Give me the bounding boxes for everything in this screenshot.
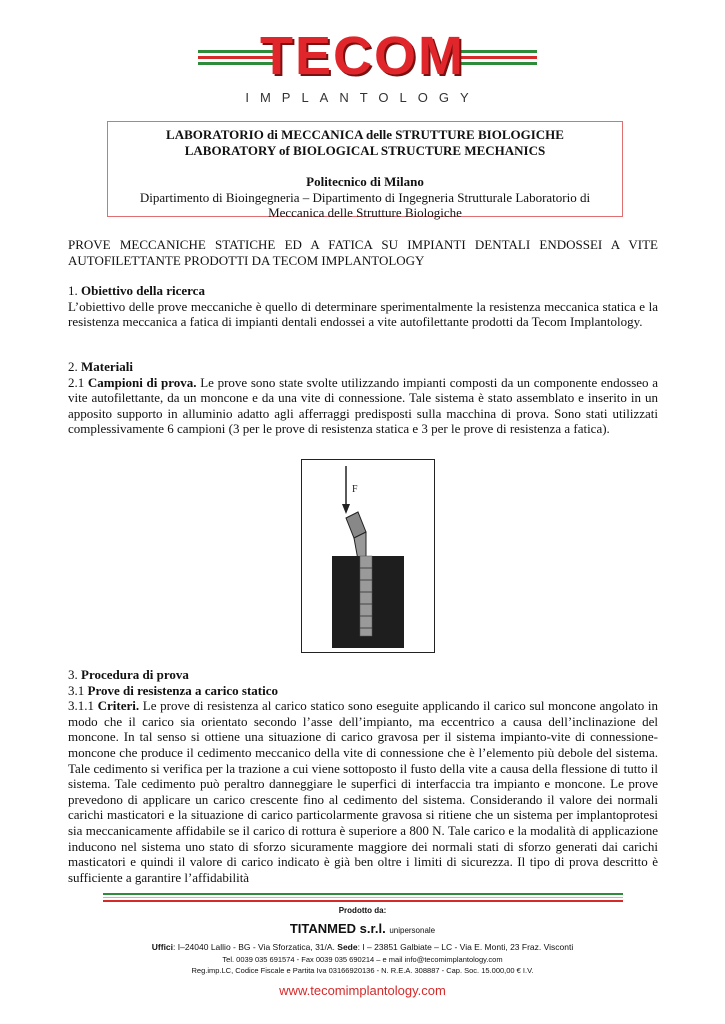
section-2 — [68, 359, 658, 437]
force-label: F — [352, 484, 358, 495]
lab-title-en: LABORATORY of BIOLOGICAL STRUCTURE MECHANICS — [184, 142, 546, 158]
lab-title-it: LABORATORIO di MECCANICA delle STRUTTURE BIOLOGICHE — [166, 127, 564, 142]
section-3-1-1-body: Le prove di resistenza al carico statico sono eseguite applicando il carico sul moncone angolato in modo che il carico sia orientato secondo l’asse dell’impianto, ma eccentrico a causa dell’inclinazione del moncone. In tal senso si ottiene una situazione di carico gravosa per il sistema impianto-vite di connessione-moncone che produce il cedimento meccanico della vite di connessione che è l’elemento più debole del sistema. Tale cedimento si verifica per la trazione a cui viene sottoposto il fusto della vite a causa della flessione di tutto il sistema. Tale cedimento può peraltro danneggiare le superfici di interfaccia tra impianto e moncone. Le prove prevedono di applicare un carico crescente fino al cedimento del sistema. Considerando il valore dei normali carichi masticatori e la situazione di carico particolarmente gravosa si ritiene che un sistema per implantoprotesi sia meccanicamente affidabile se il carico di rottura è superiore a 800 N. Tale carico e la modalità di applicazione inducono nel sistema uno stato di sforzo sicuramente maggiore dei normali stati di sforzo generati dai carichi masticatori e quindi il valore di carico indicato è già ben oltre i limiti di sicurezza. Il tipo di prova descritto è sufficiente a garantire l’affidabilità — [68, 698, 658, 885]
footer-stripes — [103, 893, 623, 903]
produced-by: Prodotto da: — [338, 906, 387, 915]
document-title-text: PROVE MECCANICHE STATICHE ED A FATICA SU IMPIANTI DENTALI ENDOSSEI A VITE AUTOFILETTANTE PRODOTTI DA TECOM IMPLANTOLOGY — [68, 237, 658, 268]
implant-diagram — [302, 460, 434, 652]
section-3-1-1-number: 3.1.1 — [68, 698, 98, 714]
section-2-number: 2. — [68, 359, 81, 374]
footer-stripe-red — [103, 900, 623, 902]
section-3-number: 3. — [68, 667, 81, 682]
company-name: TITANMED s.r.l. — [289, 921, 386, 936]
laboratory-box — [107, 121, 623, 220]
logo-subtitle: IMPLANTOLOGY — [245, 90, 480, 105]
section-1-heading: Obiettivo della ricerca — [81, 283, 205, 298]
addresses-line — [0, 942, 725, 952]
company-line — [0, 921, 725, 936]
logo-wordmark: TECOM — [260, 26, 465, 86]
tecom-logo — [0, 26, 725, 110]
section-2-1-number: 2.1 — [68, 374, 88, 390]
section-3-1-heading: Prove di resistenza a carico statico — [87, 682, 278, 698]
section-3-heading: Procedura di prova — [81, 667, 189, 682]
section-1-number: 1. — [68, 283, 81, 298]
implant-test-figure — [301, 459, 435, 653]
section-2-1-body: Le prove sono state svolte utilizzando impianti composti da un componente endosseo a vite autofilettante, da un moncone e da una vite di connessione. Tale sistema è stato assemblato e inserito in un apposito supporto in alluminio adatto agli afferraggi predisposti sulla macchina di prova. Sono stati utilizzati complessivamente 6 campioni (3 per le prove di resistenza statica e 3 per le prove di resistenza a fatica). — [68, 374, 658, 437]
force-arrow-head — [342, 504, 350, 514]
section-2-1-heading: Campioni di prova. — [87, 374, 197, 390]
lab-department: Dipartimento di Bioingegneria – Dipartimento di Ingegneria Strutturale Laboratorio di Meccanica delle Strutture Biologiche — [139, 189, 591, 220]
footer-stripe-grey — [103, 897, 623, 898]
website-link[interactable]: www.tecomimplantology.com — [279, 983, 446, 998]
offices-text: : I–24040 Lallio - BG - Via Sforzatica, 31/A. — [173, 942, 338, 952]
section-3-1-1-heading: Criteri. — [97, 698, 140, 714]
company-suffix: unipersonale — [389, 926, 436, 935]
footer-stripe-green — [103, 893, 623, 895]
seat-text: : I – 23851 Galbiate – LC - Via E. Monti, 23 Fraz. Visconti — [357, 942, 574, 952]
section-3 — [68, 667, 658, 885]
registry-line: Reg.imp.LC, Codice Fiscale e Partita Iva 03166920136 - N. R.E.A. 308887 - Cap. Soc. 15.000,00 € I.V. — [191, 966, 534, 975]
document-title — [68, 237, 658, 268]
section-3-1-number: 3.1 — [68, 682, 88, 698]
section-1 — [68, 283, 658, 330]
section-1-body: L’obiettivo delle prove meccaniche è quello di determinare sperimentalmente la resistenza meccanica statica e la resistenza meccanica a fatica di impianti dentali endossei a vite autofilettante prodotti da Tecom Implantology. — [68, 298, 658, 330]
seat-label: Sede — [337, 942, 358, 952]
section-2-heading: Materiali — [81, 359, 133, 374]
offices-label: Uffici — [151, 942, 174, 952]
contacts-line: Tel. 0039 035 691574 - Fax 0039 035 690214 – e mail info@tecomimplantology.com — [222, 955, 503, 964]
lab-institution: Politecnico di Milano — [306, 174, 424, 189]
